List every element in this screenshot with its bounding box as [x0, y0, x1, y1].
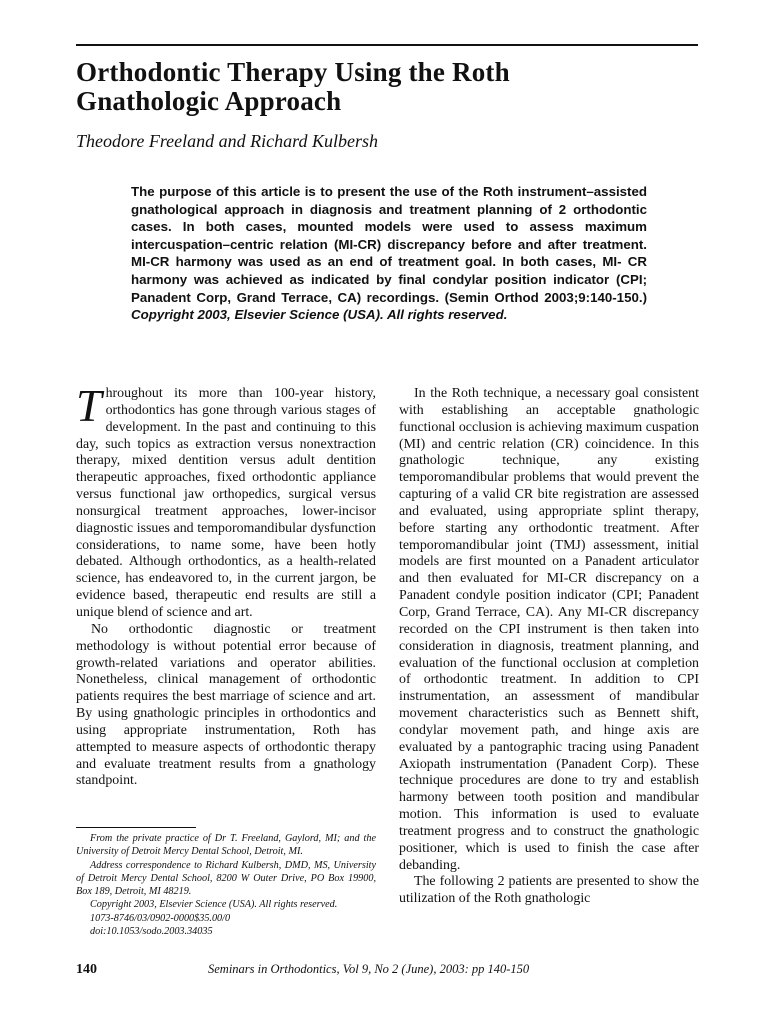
- article-title: Orthodontic Therapy Using the Roth Gnathologic Approach: [76, 57, 510, 116]
- right-paragraph-2: The following 2 patients are presented to show the utilization of the Roth gnathologic: [399, 874, 699, 907]
- left-paragraph-1-text: hroughout its more than 100-year history, orthodontics has gone through various stages of development. In the past and continuing to this day, such topics as extraction versus nonextraction therapy, mixed dentition versus adult dentition therapeutic approaches, fixed orthodontic appliance versus functional jaw orthopedics, surgical versus nonsurgical treatment approaches, lower-incisor diagnostic issues and temporomandibular dysfunction considerations, to name some, have been hotly debated. Although orthodontics, as a health-related science, has endeavored to, in the current jargon, be evidence based, therapeutic end results are still a unique blend of science and art.: [76, 386, 376, 620]
- right-column: [399, 386, 699, 908]
- left-paragraph-1: [76, 380, 376, 622]
- abstract-text: The purpose of this article is to present the use of the Roth instrument–assisted gnathological approach in diagnosis and treatment planning of 2 orthodontic cases. In both cases, mounted models were used to assess maximum intercuspation–centric relation (MI-CR) discrepancy before and after treatment. MI-CR harmony was used as an end of treatment goal. In both cases, MI- CR harmony was achieved as indicated by final condylar position indicator (CPI; Panadent Corp, Grand Terrace, CA) recordings. (Semin Orthod 2003;9:140-150.): [131, 184, 647, 305]
- drop-cap: T: [76, 380, 102, 431]
- footnote-correspondence: Address correspondence to Richard Kulbersh, DMD, MS, University of Detroit Mercy Dental School, 8200 W Outer Drive, PO Box 19900, Box 189, Detroit, MI 48219.: [76, 859, 376, 898]
- journal-footer: Seminars in Orthodontics, Vol 9, No 2 (June), 2003: pp 140-150: [208, 962, 530, 976]
- footnote-issn: 1073-8746/03/0902-0000$35.00/0: [90, 912, 231, 924]
- left-column: [76, 380, 376, 790]
- page-number: 140: [76, 962, 97, 977]
- abstract-copyright: Copyright 2003, Elsevier Science (USA). All rights reserved.: [131, 307, 508, 323]
- footnote-affiliation: From the private practice of Dr T. Freeland, Gaylord, MI; and the University of Detroit Mercy Dental School, Detroit, MI.: [76, 833, 376, 858]
- right-paragraph-1: In the Roth technique, a necessary goal consistent with establishing an acceptable gnathologic functional occlusion is achieving maximum cuspation (MI) and centric relation (CR) coincidence. In this gnathologic technique, any existing temporomandibular problems that would prevent the capturing of a valid CR bite registration are assessed and evaluated, using appropriate splint therapy, before starting any orthodontic treatment. After temporomandibular joint (TMJ) assessment, initial models are first mounted on a Panadent articulator and then evaluated for MI-CR discrepancy on a Panadent condyle position indicator (CPI; Panadent Corp, Grand Terrace, CA). Any MI-CR discrepancy recorded on the CPI instrument is then taken into consideration in diagnosis, treatment planning, and evaluation of the functional occlusion at completion of orthodontic treatment. In addition to CPI instrumentation, an assessment of mandibular movement characteristics such as Bennett shift, condylar movement path, and hinge axis are evaluated by a pantographic tracing using Panadent Axiopath instrumentation (Panadent Corp). These technique procedures are done to try and establish harmony between tooth position and mandibular motion. This information is used to evaluate treatment progress and to construct the gnathologic positioner, which is used to finish the case after debanding.: [399, 386, 699, 873]
- footnote-copyright: Copyright 2003, Elsevier Science (USA). All rights reserved.: [90, 899, 338, 911]
- abstract: [131, 183, 647, 324]
- footnotes: [76, 832, 376, 938]
- top-rule: [76, 44, 698, 46]
- authors: Theodore Freeland and Richard Kulbersh: [76, 131, 378, 151]
- footnote-doi: doi:10.1053/sodo.2003.34035: [90, 926, 213, 938]
- left-paragraph-2: No orthodontic diagnostic or treatment methodology is without potential error because of growth-related variations and operator abilities. Nonetheless, clinical management of orthodontic patients requires the best marriage of science and art. By using gnathologic principles in orthodontics and using appropriate instrumentation, Roth has attempted to measure aspects of orthodontic therapy and evaluate treatment results from a gnathology standpoint.: [76, 621, 376, 789]
- footnote-rule: [76, 827, 196, 828]
